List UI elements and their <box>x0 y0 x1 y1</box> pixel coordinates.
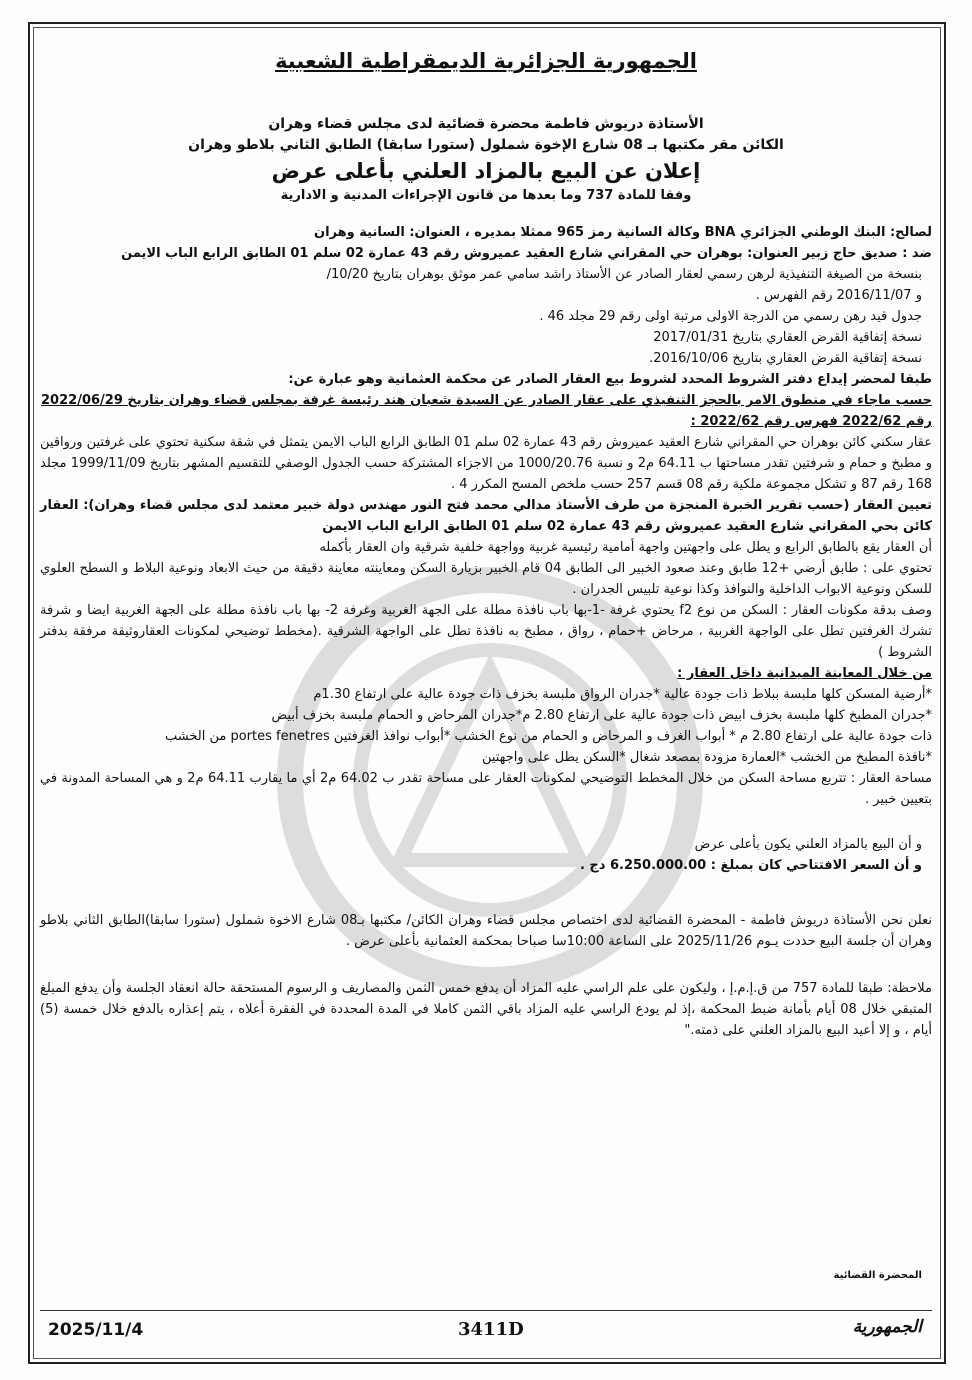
bailiff-name: الأستاذة دريوش فاطمة محضرة قضائية لدى مجلس قضاء وهران <box>268 116 704 132</box>
announcement-code: 3411D <box>458 1319 524 1340</box>
announcement-content <box>40 40 932 1041</box>
field-inspection-heading: من خلال المعاينة الميدانية داخل العقار : <box>677 666 932 681</box>
announcement-title: إعلان عن البيع بالمزاد العلني بأعلى عرض <box>271 159 701 183</box>
defendant-line: ضد : صديق حاج زبير العنوان: بوهران حي المقراني شارع العقيد عميروش رقم 43 عمارة 02 سلم 01 الطابق الرابع الباب الايمن <box>121 246 932 261</box>
inspection-item-3: ذات جودة عالية على ارتفاع 2.80 م * أبواب الغرف و المرحاض و الحمام من نوع الخشب *أبواب نوافذ الغرفتين portes fenetres من الخشب <box>165 729 932 744</box>
inspection-item-2: *جدران المطبخ كلها ملبسة بخزف ابيض ذات جودة عالية على ارتفاع 2.80 م*جدران المرحاض و الحمام ملبسة بخزف أبيض <box>271 708 932 723</box>
legal-basis: وفقا للمادة 737 وما بعدها من قانون الإجراءات المدنية و الادارية <box>280 188 692 203</box>
conditions-deposit: طبقا لمحضر إيداع دفتر الشروط المحدد لشروط بيع العقار الصادر عن محكمة العثمانية وهو عبارة عن: <box>288 372 932 387</box>
mortgage-registration: جدول قيد رهن رسمي من الدرجة الاولى مرتبة اولى رقم 29 مجلد 46 . <box>539 309 922 324</box>
bailiff-signature: المحضرة القضائية <box>833 1270 922 1281</box>
loan-agreement-2: نسخة إتفاقية القرض العقاري بتاريخ 2016/10/06. <box>649 351 922 366</box>
page-footer <box>40 1310 932 1350</box>
loan-agreement-1: نسخة إتفاقية القرض العقاري بتاريخ 2017/01/31 <box>653 330 922 345</box>
note-paragraph: ملاحظة: طبقا للمادة 757 من ق.إ.م.إ ، وليكون على علم الراسي عليه المزاد أن يدفع خمس الثمن والمصاريف و الرسوم المستحقة حالة انعقاد الجلسة وأن يدفع المبلغ المتبقي خلال 08 أيام بأمانة ضبط المحكمة ،إذ لم يودع الراسي عليه المزاد باقي الثمن كاملا في المدة المحددة في الفقرة أعلاه ، يتم إعذاره بالدفع خلال خمسة (5) أيام ، و إلا أعيد البيع بالمزاد العلني على ذمته." <box>40 981 932 1038</box>
enforcement-copy: بنسخة من الصيغة التنفيذية لرهن رسمي لعقار الصادر عن الأستاذ راشد سامي عمر موثق بوهران بتاريخ 10/20/ <box>326 267 922 282</box>
inspection-item-4: *نافذة المطبخ من الخشب *العمارة مزودة بمصعد شغال *السكن يطل على واجهتين <box>481 750 932 765</box>
footer-divider <box>40 1310 932 1311</box>
property-description: عقار سكني كائن بوهران حي المقراني شارع العقيد عميروش رقم 43 عمارة 02 سلم 01 الطابق الرابع الباب الايمن يتمثل في شقة سكنية تحتوي على غرفتين ورواقين و مطبخ و حمام و شرفتين تقدر مساحتها ب 64.11 م2 و نسبة 1000/20.76 من الاجزاء المشتركة حسب الجدول الوصفي للتقسيم المشهر بتاريخ 1999/11/09 مجلد 168 رقم 87 و تشكل مجموعة ملكية رقم 08 قسم 257 حسب ملخص المسح المكرر 4 . <box>40 435 932 492</box>
session-announcement: نعلن نحن الأستاذة دريوش فاطمة - المحضرة القضائية لدى اختصاص مجلس قضاء وهران الكائن/ مكتبها بـ08 شارع الاخوة شملول (ستورا سابقا)الطابق الثاني بلاطو وهران أن جلسة البيع حددت يـوم 2025/11/26 على الساعة 10:00سا صباحا بمحكمة العثمانية بأعلى عرض . <box>40 913 932 949</box>
publication-date: 2025/11/4 <box>48 1320 144 1340</box>
sale-method: و أن البيع بالمزاد العلني يكون بأعلى عرض <box>694 837 922 852</box>
inspection-item-1: *أرضية المسكن كلها ملبسة ببلاط ذات جودة عالية *جدران الرواق ملبسة بخزف ذات جودة عالية على ارتفاع 1.30م <box>313 687 932 702</box>
property-components: وصف بدقة مكونات العقار : السكن من نوع f2 يحتوي غرفة -1-بها باب نافذة مطلة على الجهة الغربية وغرفة 2- بها باب نافذة مطلة على الجهة الغربية ايضا و شرفة تشرك الغرفتين تطل على الواجهة الغربية ، مرحاض +حمام ، رواق ، مطبخ به نافذة تطل على الواجهة الشرقية .(مخطط توضيحي لمكونات العقاروثيقة مرفقة بدفتر الشروط ) <box>40 603 932 660</box>
order-number: رقم 2022/62 فهرس رقم 2022/62 : <box>690 414 932 429</box>
index-number: و 2016/11/07 رقم الفهرس . <box>755 288 922 303</box>
property-area: مساحة العقار : تتربع مساحة السكن من خلال المخطط التوضيحي لمكونات العقار على مساحة تقدر ب 64.02 م2 أي ما يقارب 64.11 م2 و هي المساحة المدونة في بتعيين خبير . <box>40 771 933 807</box>
plaintiff-line: لصالح: البنك الوطني الجزائري BNA وكالة السانية رمز 965 ممثلا بمديره ، العنوان: السانية وهران <box>314 225 932 240</box>
building-composition: تحتوي على : طابق أرضي +12 طابق وعند صعود الخبير الى الطابق 04 قام الخبير بزيارة السكن ومعاينته معاينة دقيقة من حيث الابعاد ونوعية البلاط و السطح العلوي للسكن ونوعية الابواب الداخلية والنوافذ وكذا نوعية تلبيس الجدران . <box>40 561 933 597</box>
opening-price: و أن السعر الافتتاحي كان بمبلغ : 6.250.000.00 دج . <box>579 858 922 873</box>
property-facades: أن العقار يقع بالطابق الرابع و يطل على واجهتين واجهة أمامية رئيسية غربية وواجهة خلفية شرقية وان العقار بأكمله <box>319 540 932 555</box>
seizure-order: حسب ماجاء في منطوق الامر بالحجز التنفيذي على عقار الصادر عن السيدة شعبان هند رئيسة غرفة بمجلس قضاء وهران بتاريخ 2022/06/29 <box>41 393 932 408</box>
expert-designation: تعيين العقار (حسب تقرير الخبرة المنجزة من طرف الأستاذ مدالي محمد فتح النور مهندس دولة خبير معتمد لدى مجلس قضاء وهران): العقار كائن بحي المقراني شارع العقيد عميروش رقم 43 عمارة 02 سلم 01 الطابق الرابع الباب الايمن <box>40 498 932 534</box>
republic-heading: الجمهورية الجزائرية الديمقراطية الشعبية <box>275 49 697 73</box>
bailiff-address: الكائن مقر مكتبها بـ 08 شارع الإخوة شملول (ستورا سابقا) الطابق الثاني بلاطو وهران <box>188 137 784 153</box>
newspaper-logo: الجمهورية <box>852 1317 922 1337</box>
